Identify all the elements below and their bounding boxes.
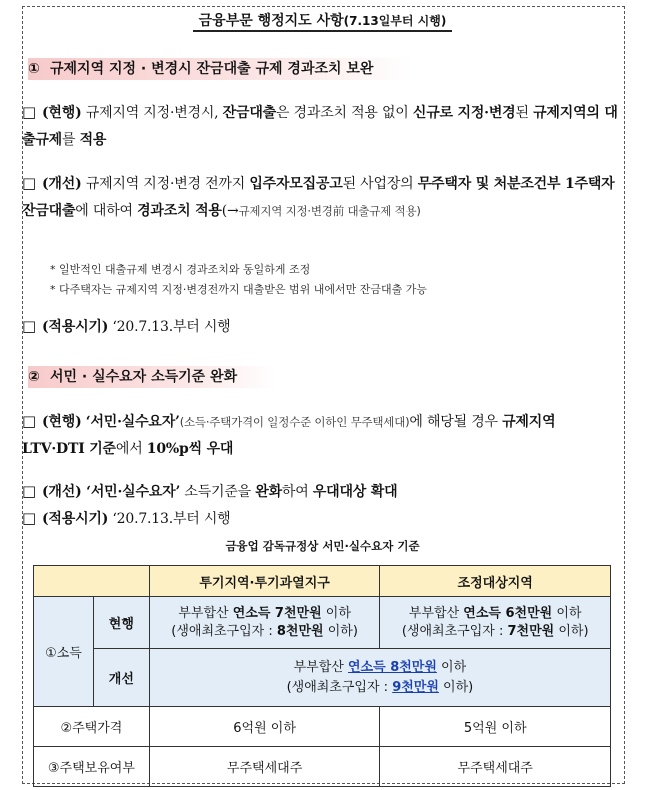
- section-1-timing: [22, 313, 622, 341]
- text-run: 이하: [552, 605, 582, 621]
- text-run: 를: [61, 132, 80, 148]
- criteria-table: [33, 565, 611, 787]
- bold-run: ‘서민·실수요자’: [81, 484, 181, 500]
- cell-line: [150, 605, 380, 623]
- text-run: 이하: [321, 605, 351, 621]
- small-note: 규제지역 지정·변경前 대출규제 적용): [238, 204, 421, 218]
- text-run: 하여: [281, 484, 313, 500]
- section-1-heading: [28, 58, 413, 80]
- bold-run: 신규로 지정·변경: [412, 105, 516, 121]
- text-run: 된: [515, 105, 534, 121]
- text-run: 이하): [438, 679, 474, 695]
- highlight-run: 9천만원: [392, 679, 439, 695]
- bold-run: 완화: [255, 484, 282, 500]
- note-1: * 일반적인 대출규제 변경시 경과조치와 동일하게 조정: [50, 263, 311, 276]
- timing-text: ‘20.7.13.부터 시행: [108, 319, 231, 335]
- highlight-run: 연소득 8천만원: [348, 659, 437, 675]
- cell-line: [380, 605, 610, 623]
- text-run: 에 해당될 경우: [409, 414, 503, 430]
- table-cell: [149, 597, 380, 649]
- table-header-blank: [34, 566, 150, 597]
- improve-tag: (개선): [42, 484, 82, 500]
- bold-run: 연소득 6천만원: [463, 605, 553, 621]
- bold-run: 7천만원: [507, 623, 555, 639]
- bold-run: ‘서민·실수요자’: [85, 414, 180, 430]
- section-2-timing: [22, 505, 622, 533]
- page-title-main: 금융부문 행정지도 사항: [198, 13, 344, 29]
- bold-run: 경과조치 적용: [137, 203, 222, 219]
- table-caption: 금융업 감독규정상 서민·실수요자 기준: [225, 539, 420, 553]
- table-header-col-2: 조정대상지역: [380, 566, 611, 597]
- checkbox-icon: □: [22, 174, 36, 192]
- table-cell: [380, 597, 611, 649]
- text-run: (생애최초구입자 :: [401, 623, 508, 639]
- bold-run: 규제지역의 대출규제: [22, 105, 618, 148]
- text-run: (생애최초구입자 :: [286, 679, 393, 695]
- arrow-text: (→: [221, 203, 239, 219]
- table-header-col-1: 투기지역·투기과열지구: [149, 566, 380, 597]
- text-run: 이하): [554, 623, 589, 639]
- text-run: 에서: [115, 441, 147, 457]
- cell-line: [150, 623, 380, 641]
- bold-run: 8천만원: [276, 623, 324, 639]
- section-2-current: [22, 408, 622, 463]
- price-label: ②주택가격: [34, 707, 150, 747]
- cell-line: [380, 623, 610, 641]
- table-cell: 무주택세대주: [149, 747, 380, 787]
- current-label: 현행: [93, 597, 149, 649]
- cell-line: [150, 658, 610, 678]
- income-label: ①소득: [34, 597, 94, 707]
- section-1-label: 규제지역 지정 · 변경시 잔금대출 규제 경과조치 보완: [50, 61, 374, 77]
- text-run: 규제지역 지정·변경시,: [81, 105, 223, 121]
- table-cell: 무주택세대주: [380, 747, 611, 787]
- text-run: 규제지역 지정·변경 전까지: [81, 176, 250, 192]
- text-run: 된 사업장의: [342, 176, 418, 192]
- bold-run: 잔금대출: [222, 105, 276, 121]
- bold-run: 입주자모집공고: [249, 176, 343, 192]
- bold-run: 규제지역 LTV·DTI 기준: [22, 414, 556, 457]
- improve-tag: (개선): [42, 176, 82, 192]
- checkbox-icon: □: [22, 509, 36, 527]
- bold-run: 우대대상 확대: [312, 484, 398, 500]
- text-run: 부부합산: [408, 605, 464, 621]
- section-1-current: [22, 99, 622, 154]
- table-row: [34, 747, 611, 787]
- timing-text: ‘20.7.13.부터 시행: [108, 511, 231, 527]
- text-run: 이하): [323, 623, 358, 639]
- checkbox-icon: □: [22, 482, 36, 500]
- table-cell: [149, 649, 610, 707]
- section-2-heading: [28, 366, 277, 388]
- table-cell: 6억원 이하: [149, 707, 380, 747]
- table-header-row: [34, 566, 611, 597]
- section-2-label: 서민 · 실수요자 소득기준 완화: [50, 369, 238, 385]
- current-tag: (현행): [42, 414, 82, 430]
- text-run: 이하: [436, 659, 467, 675]
- text-run: (생애최초구입자 :: [171, 623, 277, 639]
- checkbox-icon: □: [22, 103, 36, 121]
- ownership-label: ③주택보유여부: [34, 747, 150, 787]
- text-run: 에 대하여: [75, 203, 138, 219]
- section-1-improve: [22, 170, 622, 225]
- text-run: 부부합산: [178, 605, 233, 621]
- section-2-number: ②: [28, 369, 40, 385]
- checkbox-icon: □: [22, 412, 36, 430]
- bold-run: 무주택자 및 처분조건부 1주택자 잔금대출: [22, 176, 615, 219]
- page-title-underline: [193, 13, 453, 32]
- bold-run: 연소득 7천만원: [232, 605, 322, 621]
- page-title: [0, 10, 645, 30]
- section-1-number: ①: [28, 61, 40, 77]
- table-row: [34, 649, 611, 707]
- bold-run: 10%p씩 우대: [146, 441, 234, 457]
- timing-tag: (적용시기): [42, 511, 109, 527]
- timing-tag: (적용시기): [42, 319, 109, 335]
- section-2-improve: [22, 478, 622, 506]
- small-note: (소득·주택가격이 일정수준 이하인 무주택세대): [179, 415, 410, 429]
- current-tag: (현행): [42, 105, 82, 121]
- table-row: [34, 707, 611, 747]
- page-title-sub: (7.13일부터 시행): [343, 14, 447, 28]
- bold-run: 적용: [79, 132, 107, 148]
- text-run: 부부합산: [293, 659, 348, 675]
- text-run: 소득기준을: [180, 484, 256, 500]
- table-row: [34, 597, 611, 649]
- improve-label: 개선: [93, 649, 149, 707]
- checkbox-icon: □: [22, 317, 36, 335]
- table-cell: 5억원 이하: [380, 707, 611, 747]
- cell-line: [150, 678, 610, 698]
- text-run: 은 경과조치 적용 없이: [275, 105, 413, 121]
- note-2: * 다주택자는 규제지역 지정·변경전까지 대출받은 범위 내에서만 잔금대출 가능: [50, 283, 427, 296]
